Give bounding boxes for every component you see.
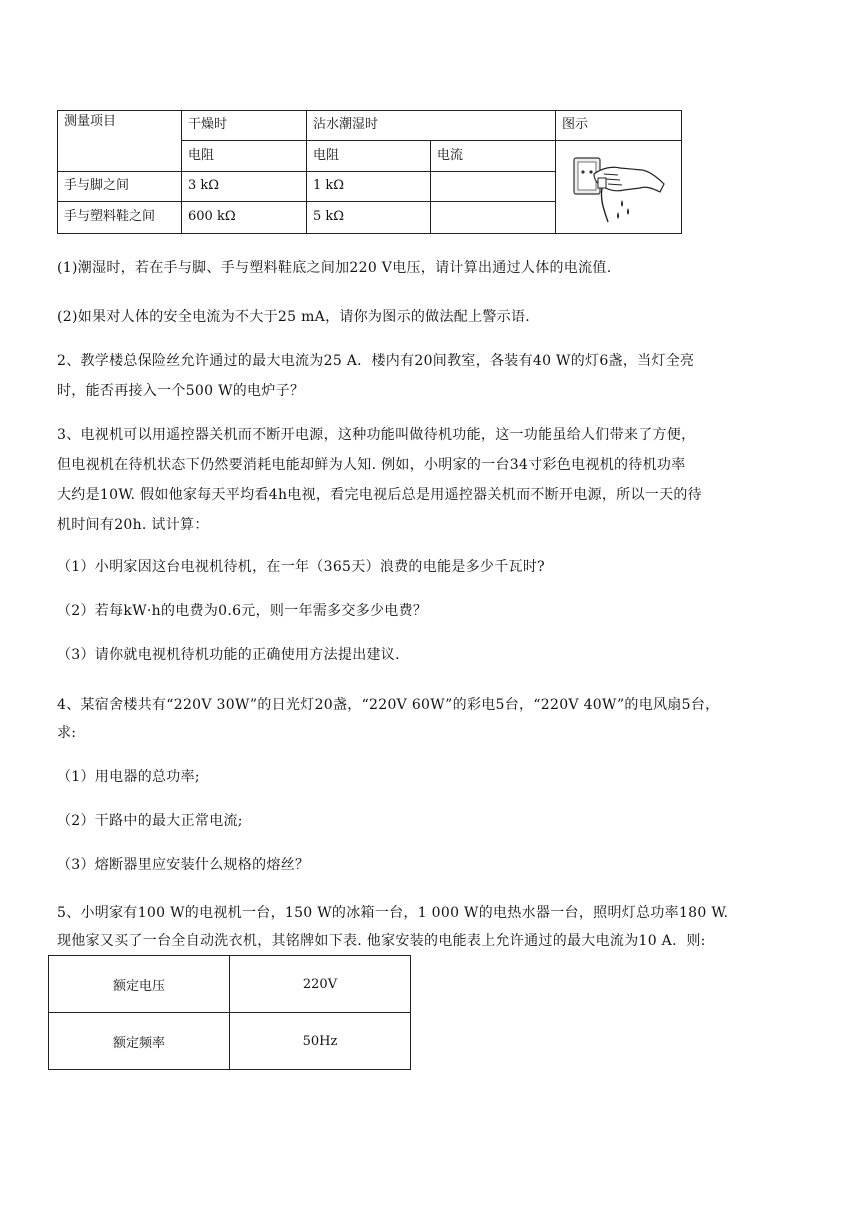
q4-part3: （3）熔断器里应安装什么规格的熔丝？ <box>57 857 310 873</box>
header-dry-resistance: 电阻 <box>182 141 307 172</box>
q5-line1: 5、小明家有100 W的电视机一台，150 W的冰箱一台，1 000 W的电热水器一台，照明灯总功率180 W. <box>57 905 729 921</box>
header-item: 测量项目 <box>58 111 182 172</box>
q1-part2: (2)如果对人体的安全电流为不大于25 mA，请你为图示的做法配上警示语. <box>57 309 531 325</box>
header-wet-resistance: 电阻 <box>307 141 431 172</box>
header-wet-current: 电流 <box>431 141 556 172</box>
row1-current <box>431 172 556 202</box>
q3-part3: （3）请你就电视机待机功能的正确使用方法提出建议. <box>57 647 400 663</box>
q5-line2: 现他家又买了一台全自动洗衣机，其铭牌如下表. 他家安装的电能表上允许通过的最大电流为10 A．则: <box>57 933 706 949</box>
row2-item: 手与塑料鞋之间 <box>58 202 182 234</box>
header-wet: 沾水潮湿时 <box>307 111 556 141</box>
header-figure: 图示 <box>556 111 682 141</box>
figure-cell <box>556 141 682 234</box>
q3-part1: （1）小明家因这台电视机待机，在一年（365天）浪费的电能是多少千瓦时? <box>57 559 545 575</box>
header-dry: 干燥时 <box>182 111 307 141</box>
q4-part1: （1）用电器的总功率; <box>57 769 200 785</box>
hand-on-socket-icon <box>564 144 674 226</box>
rated-frequency-value: 50Hz <box>230 1013 411 1070</box>
q1-part1: (1)潮湿时，若在手与脚、手与塑料鞋底之间加220 V电压，请计算出通过人体的电流值. <box>57 260 612 276</box>
q4-line2: 求: <box>57 725 77 741</box>
washer-nameplate-table <box>48 955 411 1070</box>
row1-wet: 1 kΩ <box>307 172 431 202</box>
rated-voltage-label: 额定电压 <box>49 956 230 1013</box>
q3-line3: 大约是10W. 假如他家每天平均看4h电视，看完电视后总是用遥控器关机而不断开电源，所以一天的待 <box>57 487 702 503</box>
q3-line4: 机时间有20h. 试计算： <box>57 517 209 533</box>
q3-line1: 3、电视机可以用遥控器关机而不断开电源，这种功能叫做待机功能，这一功能虽给人们带来了方便， <box>57 427 696 443</box>
row2-wet: 5 kΩ <box>307 202 431 234</box>
row2-current <box>431 202 556 234</box>
row2-dry: 600 kΩ <box>182 202 307 234</box>
measurement-table <box>57 110 682 234</box>
q2-line2: 时，能否再接入一个500 W的电炉子？ <box>57 383 305 399</box>
rated-frequency-label: 额定频率 <box>49 1013 230 1070</box>
q4-line1: 4、某宿舍楼共有“220V 30W”的日光灯20盏，“220V 60W”的彩电5台，“220V 40W”的电风扇5台， <box>57 697 720 713</box>
q3-line2: 但电视机在待机状态下仍然要消耗电能却鲜为人知. 例如，小明家的一台34寸彩色电视机的待机功率 <box>57 457 686 473</box>
q2-line1: 2、教学楼总保险丝允许通过的最大电流为25 A．楼内有20间教室，各装有40 W的灯6盏，当灯全亮 <box>57 353 695 369</box>
row1-item: 手与脚之间 <box>58 172 182 202</box>
row1-dry: 3 kΩ <box>182 172 307 202</box>
rated-voltage-value: 220V <box>230 956 411 1013</box>
q4-part2: （2）干路中的最大正常电流; <box>57 813 243 829</box>
q3-part2: （2）若每kW·h的电费为0.6元，则一年需多交多少电费？ <box>57 603 428 619</box>
